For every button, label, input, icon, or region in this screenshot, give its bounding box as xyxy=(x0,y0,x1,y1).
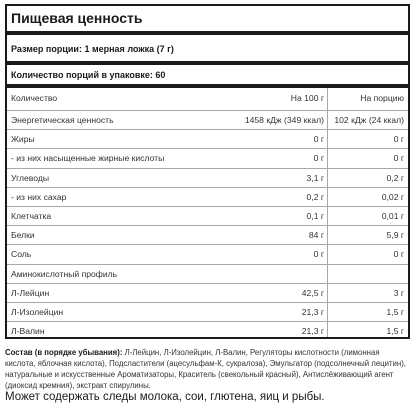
thick-divider xyxy=(7,31,408,35)
table-row xyxy=(7,244,408,263)
row-per-serving: 0 г xyxy=(393,153,404,164)
row-per-100g: 84 г xyxy=(308,230,324,241)
ingredients-text xyxy=(5,347,411,391)
row-name: Соль xyxy=(11,249,32,260)
row-name: - из них сахар xyxy=(11,191,67,202)
row-name: Л-Валин xyxy=(11,326,45,337)
servings-per-container-line xyxy=(11,70,165,80)
serving-size-value: 1 мерная ложка (7 г) xyxy=(84,44,174,54)
row-per-serving: 5,9 г xyxy=(386,230,404,241)
row-name: Аминокислотный профиль xyxy=(11,268,118,279)
row-per-serving: 102 кДж (24 ккал) xyxy=(334,115,404,125)
row-per-100g: 0 г xyxy=(313,134,324,145)
row-per-100g: 3,1 г xyxy=(306,172,324,183)
row-per-serving: 0,2 г xyxy=(386,172,404,183)
table-row xyxy=(7,148,408,167)
row-per-serving: 3 г xyxy=(393,287,404,298)
row-per-serving: 1,5 г xyxy=(386,326,404,337)
servings-value: 60 xyxy=(155,70,166,80)
table-row xyxy=(7,129,408,148)
row-per-100g: 0,1 г xyxy=(306,211,324,221)
row-name: Жиры xyxy=(11,134,35,145)
row-per-100g: 1458 кДж (349 ккал) xyxy=(244,115,324,125)
ingredients-list: Л-Лейцин, Л-Изолейцин, Л-Валин, Регуляторы кислотности (лимонная кислота, яблочная кислота), Подсластители (ацесульфам-К, сукралоза), Эмульгатор (подсолнечный лецитин), натуральные и искусственные Ароматизаторы, Краситель (свекольный красный), Антислёживающий агент (диоксид кремния), экстракт спирулины. xyxy=(5,348,406,390)
serving-size-label: Размер порции: xyxy=(11,44,82,54)
table-row xyxy=(7,187,408,206)
row-name: Клетчатка xyxy=(11,211,52,221)
row-per-100g: 0 г xyxy=(313,153,324,164)
table-row xyxy=(7,283,408,302)
table-row xyxy=(7,225,408,244)
header-per-100g: На 100 г xyxy=(290,93,324,103)
row-name: Л-Лейцин xyxy=(11,287,50,298)
row-per-100g: 21,3 г xyxy=(301,307,324,317)
row-per-100g: 0 г xyxy=(313,249,324,260)
table-row xyxy=(7,168,408,187)
panel-title: Пищевая ценность xyxy=(11,10,143,26)
row-name: Белки xyxy=(11,230,35,241)
row-per-serving: 0 г xyxy=(393,249,404,260)
row-per-serving: 0,01 г xyxy=(381,211,404,221)
row-per-100g: 42,5 г xyxy=(301,287,324,298)
serving-size-line xyxy=(11,44,174,54)
header-quantity: Количество xyxy=(11,93,58,103)
table-row xyxy=(7,264,408,283)
table-row xyxy=(7,110,408,129)
thick-divider xyxy=(7,61,408,65)
nutrition-facts-panel xyxy=(5,4,410,339)
row-per-100g: 0,2 г xyxy=(306,191,324,202)
row-per-serving: 1,5 г xyxy=(386,307,404,317)
row-name: Л-Изолейцин xyxy=(11,307,64,317)
row-name: Углеводы xyxy=(11,172,50,183)
row-per-100g: 21,3 г xyxy=(301,326,324,337)
row-per-serving: 0 г xyxy=(393,134,404,145)
header-per-serving: На порцию xyxy=(360,93,404,103)
table-header-row xyxy=(7,88,408,110)
allergen-warning: Может содержать следы молока, сои, глютена, яиц и рыбы. xyxy=(5,391,325,403)
row-name: - из них насыщенные жирные кислоты xyxy=(11,153,165,164)
table-row xyxy=(7,302,408,321)
row-per-serving: 0,02 г xyxy=(381,191,404,202)
row-name: Энергетическая ценность xyxy=(11,115,114,125)
ingredients-label: Состав (в порядке убывания): xyxy=(5,348,123,357)
servings-label: Количество порций в упаковке: xyxy=(11,70,153,80)
table-row xyxy=(7,321,408,340)
table-row xyxy=(7,206,408,225)
